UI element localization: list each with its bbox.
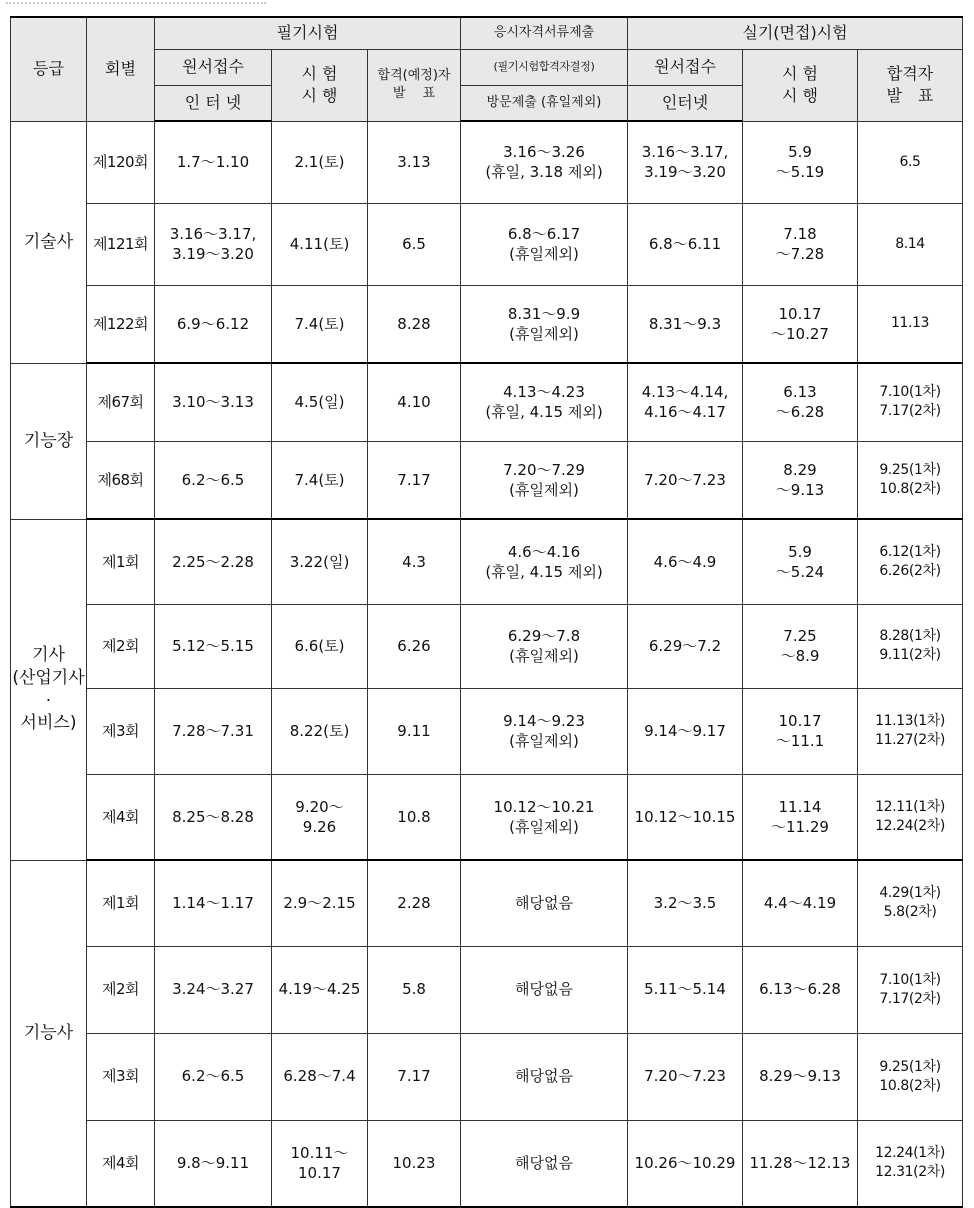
practical-exam-cell: 5.9 ～5.19 — [743, 121, 858, 203]
round-cell: 제2회 — [87, 946, 155, 1033]
final-announce-cell: 9.25(1차) 10.8(2차) — [858, 1033, 963, 1120]
grade-cell: 기능장 — [11, 363, 87, 519]
round-cell: 제120회 — [87, 121, 155, 203]
header-written-exam: 필기시험 — [155, 17, 461, 49]
docs-submission-cell: 4.6～4.16 (휴일, 4.15 제외) — [461, 519, 628, 604]
final-announce-cell: 7.10(1차) 7.17(2차) — [858, 363, 963, 441]
practical-application-cell: 6.8～6.11 — [628, 203, 743, 285]
written-exam-cell: 4.19～4.25 — [272, 946, 368, 1033]
docs-submission-cell: 해당없음 — [461, 860, 628, 946]
pass-announce-cell: 4.3 — [368, 519, 461, 604]
header-application: 원서접수 — [155, 49, 272, 85]
written-exam-cell: 2.9～2.15 — [272, 860, 368, 946]
practical-exam-cell: 8.29～9.13 — [743, 1033, 858, 1120]
written-exam-cell: 3.22(일) — [272, 519, 368, 604]
pass-announce-cell: 4.10 — [368, 363, 461, 441]
header-practical-internet: 인터넷 — [628, 85, 743, 121]
practical-application-cell: 7.20～7.23 — [628, 441, 743, 519]
docs-submission-cell: 9.14～9.23 (휴일제외) — [461, 688, 628, 774]
docs-submission-cell: 해당없음 — [461, 1120, 628, 1207]
header-visit-submission: 방문제출 (휴일제외) — [461, 85, 628, 121]
final-announce-cell: 9.25(1차) 10.8(2차) — [858, 441, 963, 519]
header-pass-announce-pre: 합격(예정)자 발 표 — [368, 49, 461, 121]
header-grade: 등급 — [11, 17, 87, 121]
header-qualification-docs-note: (필기시험합격자결정) — [461, 49, 628, 85]
header-qualification-docs: 응시자격서류제출 — [461, 17, 628, 49]
practical-exam-cell: 8.29 ～9.13 — [743, 441, 858, 519]
table-row — [11, 519, 963, 604]
written-application-cell: 8.25～8.28 — [155, 774, 272, 860]
practical-exam-cell: 11.14 ～11.29 — [743, 774, 858, 860]
schedule-body — [11, 121, 963, 1207]
practical-application-cell: 3.2～3.5 — [628, 860, 743, 946]
table-row — [11, 860, 963, 946]
table-row — [11, 441, 963, 519]
written-application-cell: 3.10～3.13 — [155, 363, 272, 441]
header-practical-application: 원서접수 — [628, 49, 743, 85]
round-cell: 제2회 — [87, 604, 155, 688]
practical-application-cell: 5.11～5.14 — [628, 946, 743, 1033]
pass-announce-cell: 7.17 — [368, 441, 461, 519]
grade-cell: 기사 (산업기사 · 서비스) — [11, 519, 87, 860]
final-announce-cell: 12.11(1차) 12.24(2차) — [858, 774, 963, 860]
round-cell: 제121회 — [87, 203, 155, 285]
written-exam-cell: 7.4(토) — [272, 285, 368, 363]
written-application-cell: 2.25～2.28 — [155, 519, 272, 604]
docs-submission-cell: 6.8～6.17 (휴일제외) — [461, 203, 628, 285]
practical-application-cell: 10.12～10.15 — [628, 774, 743, 860]
header-internet: 인 터 넷 — [155, 85, 272, 121]
round-cell: 제4회 — [87, 774, 155, 860]
written-application-cell: 3.16～3.17, 3.19～3.20 — [155, 203, 272, 285]
final-announce-cell: 11.13 — [858, 285, 963, 363]
table-row — [11, 1120, 963, 1207]
practical-exam-cell: 10.17 ～11.1 — [743, 688, 858, 774]
written-application-cell: 7.28～7.31 — [155, 688, 272, 774]
header-final-announce: 합격자 발 표 — [858, 49, 963, 121]
table-row — [11, 774, 963, 860]
written-application-cell: 3.24～3.27 — [155, 946, 272, 1033]
grade-cell: 기술사 — [11, 121, 87, 363]
written-exam-cell: 2.1(토) — [272, 121, 368, 203]
table-row — [11, 203, 963, 285]
practical-exam-cell: 7.25 ～8.9 — [743, 604, 858, 688]
practical-application-cell: 3.16～3.17, 3.19～3.20 — [628, 121, 743, 203]
final-announce-cell: 6.12(1차) 6.26(2차) — [858, 519, 963, 604]
docs-submission-cell: 4.13～4.23 (휴일, 4.15 제외) — [461, 363, 628, 441]
written-application-cell: 6.9～6.12 — [155, 285, 272, 363]
header-practical-exam-run: 시 험 시 행 — [743, 49, 858, 121]
round-cell: 제1회 — [87, 860, 155, 946]
written-exam-cell: 6.28～7.4 — [272, 1033, 368, 1120]
round-cell: 제3회 — [87, 688, 155, 774]
table-row — [11, 363, 963, 441]
pass-announce-cell: 9.11 — [368, 688, 461, 774]
practical-application-cell: 4.13～4.14, 4.16～4.17 — [628, 363, 743, 441]
round-cell: 제3회 — [87, 1033, 155, 1120]
written-application-cell: 1.7～1.10 — [155, 121, 272, 203]
header-round: 회별 — [87, 17, 155, 121]
round-cell: 제4회 — [87, 1120, 155, 1207]
practical-exam-cell: 7.18 ～7.28 — [743, 203, 858, 285]
written-exam-cell: 8.22(토) — [272, 688, 368, 774]
table-row — [11, 688, 963, 774]
final-announce-cell: 11.13(1차) 11.27(2차) — [858, 688, 963, 774]
docs-submission-cell: 8.31～9.9 (휴일제외) — [461, 285, 628, 363]
round-cell: 제122회 — [87, 285, 155, 363]
final-announce-cell: 8.28(1차) 9.11(2차) — [858, 604, 963, 688]
practical-application-cell: 7.20～7.23 — [628, 1033, 743, 1120]
written-exam-cell: 4.5(일) — [272, 363, 368, 441]
pass-announce-cell: 7.17 — [368, 1033, 461, 1120]
practical-exam-cell: 6.13～6.28 — [743, 946, 858, 1033]
practical-exam-cell: 6.13 ～6.28 — [743, 363, 858, 441]
pass-announce-cell: 3.13 — [368, 121, 461, 203]
docs-submission-cell: 해당없음 — [461, 946, 628, 1033]
written-application-cell: 6.2～6.5 — [155, 1033, 272, 1120]
docs-submission-cell: 6.29～7.8 (휴일제외) — [461, 604, 628, 688]
practical-application-cell: 8.31～9.3 — [628, 285, 743, 363]
written-exam-cell: 4.11(토) — [272, 203, 368, 285]
written-exam-cell: 6.6(토) — [272, 604, 368, 688]
practical-exam-cell: 10.17 ～10.27 — [743, 285, 858, 363]
final-announce-cell: 7.10(1차) 7.17(2차) — [858, 946, 963, 1033]
written-application-cell: 6.2～6.5 — [155, 441, 272, 519]
table-row — [11, 285, 963, 363]
table-row — [11, 121, 963, 203]
written-exam-cell: 10.11～10.17 — [272, 1120, 368, 1207]
exam-schedule-table — [10, 16, 963, 1208]
header-practical-exam: 실기(면접)시험 — [628, 17, 963, 49]
written-exam-cell: 9.20～ 9.26 — [272, 774, 368, 860]
pass-announce-cell: 10.23 — [368, 1120, 461, 1207]
grade-cell: 기능사 — [11, 860, 87, 1207]
docs-submission-cell: 3.16～3.26 (휴일, 3.18 제외) — [461, 121, 628, 203]
practical-application-cell: 6.29～7.2 — [628, 604, 743, 688]
written-application-cell: 1.14～1.17 — [155, 860, 272, 946]
pass-announce-cell: 6.5 — [368, 203, 461, 285]
practical-application-cell: 10.26～10.29 — [628, 1120, 743, 1207]
pass-announce-cell: 6.26 — [368, 604, 461, 688]
table-row — [11, 946, 963, 1033]
table-row — [11, 604, 963, 688]
pass-announce-cell: 2.28 — [368, 860, 461, 946]
practical-application-cell: 9.14～9.17 — [628, 688, 743, 774]
practical-exam-cell: 4.4～4.19 — [743, 860, 858, 946]
practical-exam-cell: 5.9 ～5.24 — [743, 519, 858, 604]
written-application-cell: 5.12～5.15 — [155, 604, 272, 688]
docs-submission-cell: 해당없음 — [461, 1033, 628, 1120]
table-row — [11, 1033, 963, 1120]
round-cell: 제1회 — [87, 519, 155, 604]
docs-submission-cell: 10.12～10.21 (휴일제외) — [461, 774, 628, 860]
written-application-cell: 9.8～9.11 — [155, 1120, 272, 1207]
practical-application-cell: 4.6～4.9 — [628, 519, 743, 604]
top-dotted-mark — [6, 2, 266, 12]
final-announce-cell: 6.5 — [858, 121, 963, 203]
final-announce-cell: 8.14 — [858, 203, 963, 285]
pass-announce-cell: 10.8 — [368, 774, 461, 860]
written-exam-cell: 7.4(토) — [272, 441, 368, 519]
pass-announce-cell: 8.28 — [368, 285, 461, 363]
practical-exam-cell: 11.28～12.13 — [743, 1120, 858, 1207]
final-announce-cell: 12.24(1차) 12.31(2차) — [858, 1120, 963, 1207]
round-cell: 제68회 — [87, 441, 155, 519]
docs-submission-cell: 7.20～7.29 (휴일제외) — [461, 441, 628, 519]
round-cell: 제67회 — [87, 363, 155, 441]
pass-announce-cell: 5.8 — [368, 946, 461, 1033]
header-exam: 시 험 시 행 — [272, 49, 368, 121]
final-announce-cell: 4.29(1차) 5.8(2차) — [858, 860, 963, 946]
